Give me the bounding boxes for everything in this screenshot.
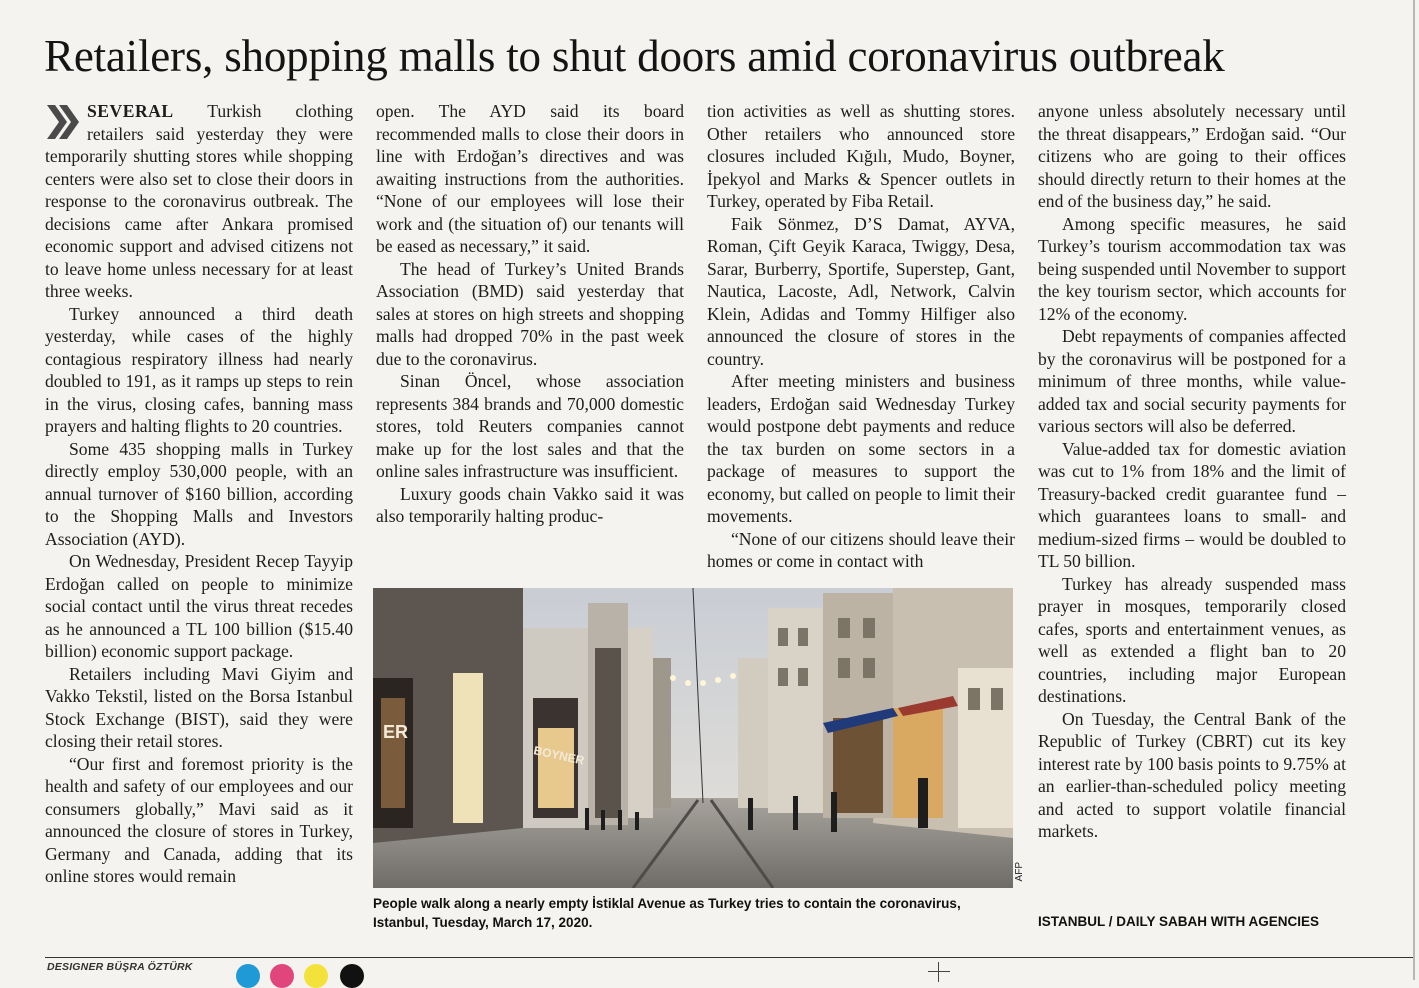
- paragraph: Debt repayments of companies affected by the coronavirus will be postponed for a minimum of three months, while value-added tax and social security payments for various sectors will also be deferred.: [1038, 326, 1346, 436]
- paragraph: open. The AYD said its board recommended malls to close their doors in line with Erdoğan’s directives and was awaiting instructions from the authorities. “None of our employees will lose their work and (the situation of) our tenants will be eased as necessary,” it said.: [376, 101, 684, 256]
- article-signoff: ISTANBUL / DAILY SABAH WITH AGENCIES: [1038, 914, 1320, 929]
- lead-paragraph: [45, 100, 353, 303]
- paragraph: Turkey announced a third death yesterday, while cases of the highly contagious respiratory illness had nearly doubled to 191, as it ramps up steps to rein in the virus, closing cafes, banning mass prayers and halting flights to 20 countries.: [45, 303, 353, 436]
- paragraph: Value-added tax for domestic aviation was cut to 1% from 18% and the limit of Treasury-backed credit guarantee fund – which guarantees loans to small- and medium-sized firms – would be doubled to TL 50 billion.: [1038, 438, 1346, 571]
- paragraph: “None of our citizens should leave their homes or come in contact with: [707, 528, 1015, 571]
- headline: Retailers, shopping malls to shut doors amid coronavirus outbreak: [44, 31, 1225, 81]
- magenta-register-dot: [270, 964, 294, 988]
- article-column-4: [1038, 100, 1346, 843]
- paragraph: Sinan Öncel, whose association represents 384 brands and 70,000 domestic stores, told Reuters companies cannot make up for the lost sales and that the online sales infrastructure was insufficient.: [376, 371, 684, 481]
- footer-rule: [45, 957, 1415, 958]
- paragraph: Faik Sönmez, D’S Damat, AYVA, Roman, Çift Geyik Karaca, Twiggy, Desa, Sarar, Burberry, Sportife, Superstep, Gant, Nautica, Lacoste, Adl, Network, Calvin Klein, Adidas and Tommy Hilfiger also announced the closure of stores in the country.: [707, 213, 1015, 369]
- double-chevron-icon: [45, 102, 81, 142]
- paragraph: “Our first and foremost priority is the health and safety of our employees and our consumers globally,” Mavi said as it announced the closure of stores in Turkey, Germany and Canada, adding that its online stores would remain: [45, 753, 353, 886]
- crop-mark-icon: [928, 960, 950, 982]
- photo-caption: People walk along a nearly empty İstiklal Avenue as Turkey tries to contain the coronavirus, Istanbul, Tuesday, March 17, 2020.: [373, 896, 961, 930]
- store-sign-left: ER: [383, 722, 409, 742]
- photo-credit: AFP: [1014, 862, 1025, 882]
- lead-word: SEVERAL: [87, 101, 174, 121]
- paragraph: After meeting ministers and business leaders, Erdoğan said Wednesday Turkey would postpone debt payments and reduce the tax burden on some sectors in a package of measures to support the economy, but called on people to limit their movements.: [707, 371, 1015, 526]
- paragraph: tion activities as well as shutting stores. Other retailers who announced store closures included Kığılı, Mudo, Boyner, İpekyol and Marks & Spencer outlets in Turkey, operated by Fiba Retail.: [707, 101, 1015, 211]
- article-column-1: [45, 100, 353, 888]
- paragraph: Turkey has already suspended mass prayer in mosques, temporarily closed cafes, sports and entertainment venues, as well as extended a flight ban to 20 countries, including major European destinations.: [1038, 573, 1346, 706]
- cyan-register-dot: [236, 964, 260, 988]
- yellow-register-dot: [304, 964, 328, 988]
- paragraph: Luxury goods chain Vakko said it was also temporarily halting produc-: [376, 483, 684, 526]
- paragraph: anyone unless absolutely necessary until the threat disappears,” Erdoğan said. “Our citizens who are going to their offices should directly return to their homes at the end of the business day,” he said.: [1038, 101, 1346, 211]
- paragraph: Some 435 shopping malls in Turkey directly employ 530,000 people, with an annual turnover of $160 billion, according to the Shopping Malls and Investors Association (AYD).: [45, 438, 353, 549]
- paragraph: The head of Turkey’s United Brands Association (BMD) said yesterday that sales at stores on high streets and shopping malls had dropped 70% in the past week due to the coronavirus.: [376, 258, 684, 369]
- paragraph: On Wednesday, President Recep Tayyip Erdoğan called on people to minimize social contact until the virus threat recedes as he announced a TL 100 billion ($15.40 billion) economic support package.: [45, 551, 353, 661]
- paragraph-text: Turkish clothing retailers said yesterday they were temporarily shutting stores while shopping centers were also set to close their doors in response to the coronavirus outbreak. The decisions came after Ankara promised economic support and advised citizens not to leave home unless necessary for at least three weeks.: [45, 101, 353, 301]
- article-column-3: [707, 100, 1015, 573]
- paragraph: On Tuesday, the Central Bank of the Republic of Turkey (CBRT) cut its key interest rate by 100 basis points to 9.75% at an earlier-than-scheduled policy meeting and acted to support volatile financial markets.: [1038, 708, 1346, 841]
- paragraph: Retailers including Mavi Giyim and Vakko Tekstil, listed on the Borsa Istanbul Stock Exchange (BIST), said they were closing their retail stores.: [45, 663, 353, 751]
- page-edge: [1413, 0, 1415, 980]
- paragraph: Among specific measures, he said Turkey’s tourism accommodation tax was being suspended until November to support the key tourism sector, which accounts for 12% of the economy.: [1038, 213, 1346, 324]
- street-scene-illustration: [373, 588, 1013, 888]
- black-register-dot: [340, 964, 364, 988]
- store-sign: BOYNER: [532, 743, 586, 768]
- street-photo: [373, 588, 1013, 888]
- designer-credit: DESIGNER BÜŞRA ÖZTÜRK: [47, 961, 193, 973]
- article-column-2: [376, 100, 684, 528]
